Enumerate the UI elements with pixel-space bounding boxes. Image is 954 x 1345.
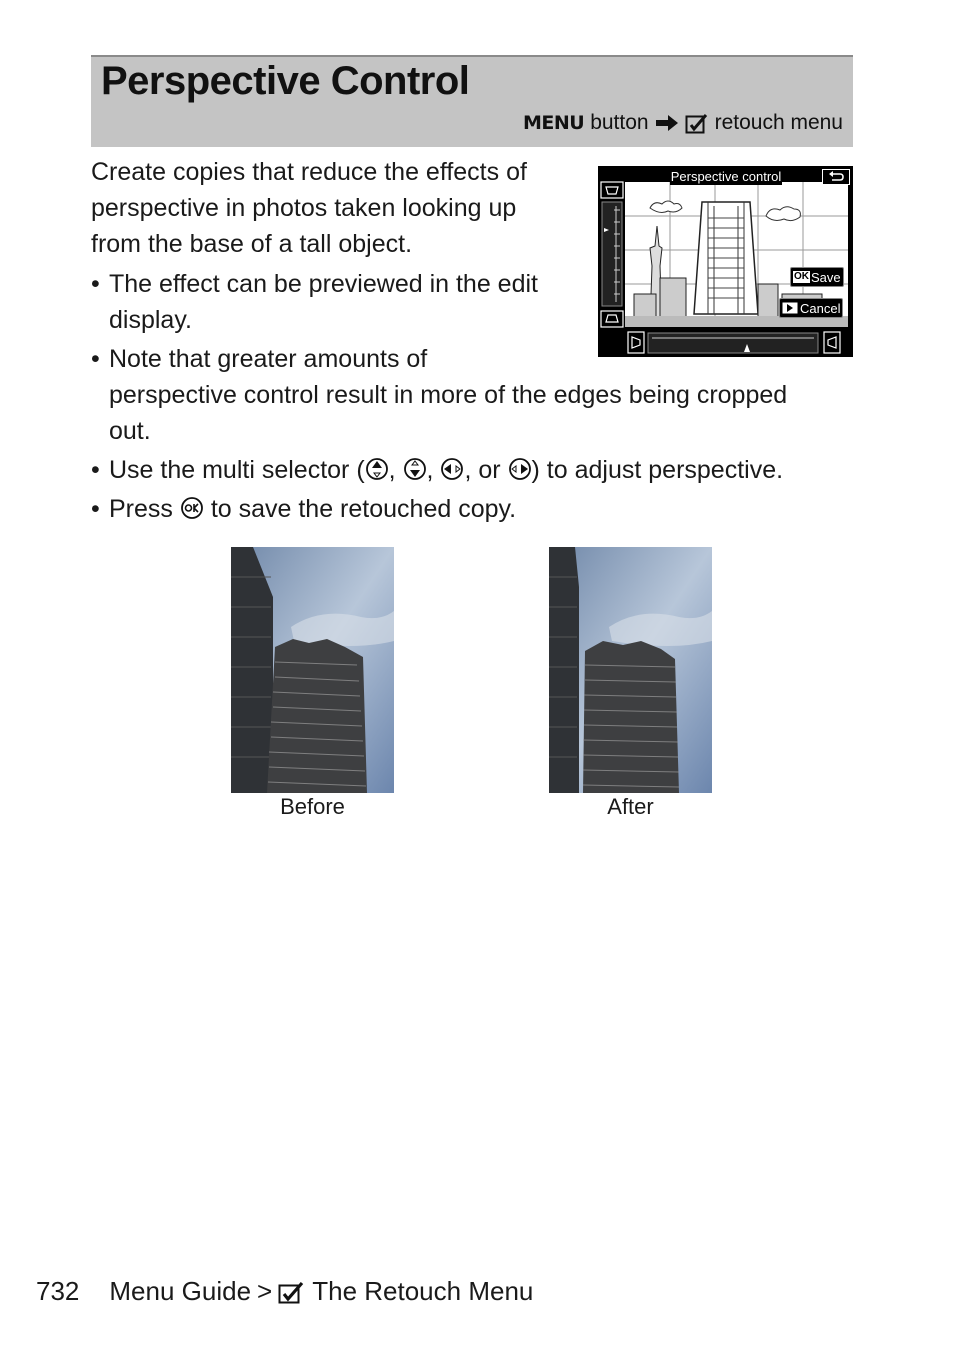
play-icon: [782, 302, 798, 314]
page-title: Perspective Control: [101, 59, 470, 103]
arrow-right-icon: [655, 114, 679, 132]
bullet-cropping: [91, 341, 861, 449]
separator-text: ,: [426, 456, 434, 484]
after-photo: [549, 547, 712, 793]
bullet-dot: •: [91, 345, 100, 373]
menu-button-icon: MENU: [522, 112, 585, 134]
retouch-icon: [685, 112, 709, 134]
cancel-label: Cancel: [800, 300, 841, 316]
footer-guide-link[interactable]: Menu Guide: [109, 1276, 252, 1306]
save-label: Save: [811, 269, 841, 285]
bullet-text: out.: [109, 417, 151, 445]
button-text: button: [590, 111, 649, 134]
multi-selector-right-icon: [508, 457, 532, 481]
bullet-preview: [91, 266, 591, 338]
bullet-text: Press: [109, 495, 173, 523]
before-caption: Before: [280, 794, 345, 819]
bullet-text: to save the retouched copy.: [210, 495, 517, 523]
camera-screen-illustration: [598, 166, 853, 357]
menu-path: [523, 111, 843, 135]
ok-button-icon: OK: [794, 271, 809, 282]
separator-text: ,: [388, 456, 396, 484]
retouch-menu-text: retouch menu: [714, 111, 843, 134]
back-icon: [822, 169, 850, 185]
screen-title: Perspective control: [670, 169, 782, 184]
cancel-button[interactable]: [779, 298, 843, 318]
bullet-text: Note that greater amounts of: [109, 345, 428, 373]
save-button[interactable]: [790, 267, 844, 287]
bullet-text: display.: [109, 306, 192, 334]
footer-section-link[interactable]: The Retouch Menu: [312, 1276, 534, 1306]
multi-selector-down-icon: [403, 457, 427, 481]
after-caption: After: [607, 794, 654, 819]
bullet-text: Use the multi selector (: [109, 456, 365, 484]
bullet-dot: •: [91, 270, 100, 298]
page-header: [91, 55, 853, 147]
bullet-dot: •: [91, 495, 100, 523]
bullet-save: [91, 491, 691, 527]
ok-button-icon: [180, 496, 204, 520]
page-footer: [36, 1276, 533, 1307]
bullet-dot: •: [91, 456, 100, 484]
multi-selector-up-icon: [365, 457, 389, 481]
camera-screen-graphic: [598, 166, 853, 357]
separator-text: , or: [464, 456, 501, 484]
intro-paragraph: [91, 154, 527, 262]
bullet-text: ) to adjust perspective.: [531, 456, 784, 484]
retouch-icon: [278, 1280, 306, 1304]
bullet-text: The effect can be previewed in the edit: [109, 270, 538, 298]
breadcrumb-separator: >: [257, 1276, 273, 1306]
intro-line: from the base of a tall object.: [91, 230, 413, 258]
before-photo: [231, 547, 394, 793]
intro-line: Create copies that reduce the effects of: [91, 158, 527, 186]
bullet-text: perspective control result in more of the edges being cropped: [109, 381, 788, 409]
intro-line: perspective in photos taken looking up: [91, 194, 517, 222]
multi-selector-left-icon: [440, 457, 464, 481]
page-number: 732: [36, 1276, 80, 1306]
bullet-multi-selector: [91, 452, 861, 488]
